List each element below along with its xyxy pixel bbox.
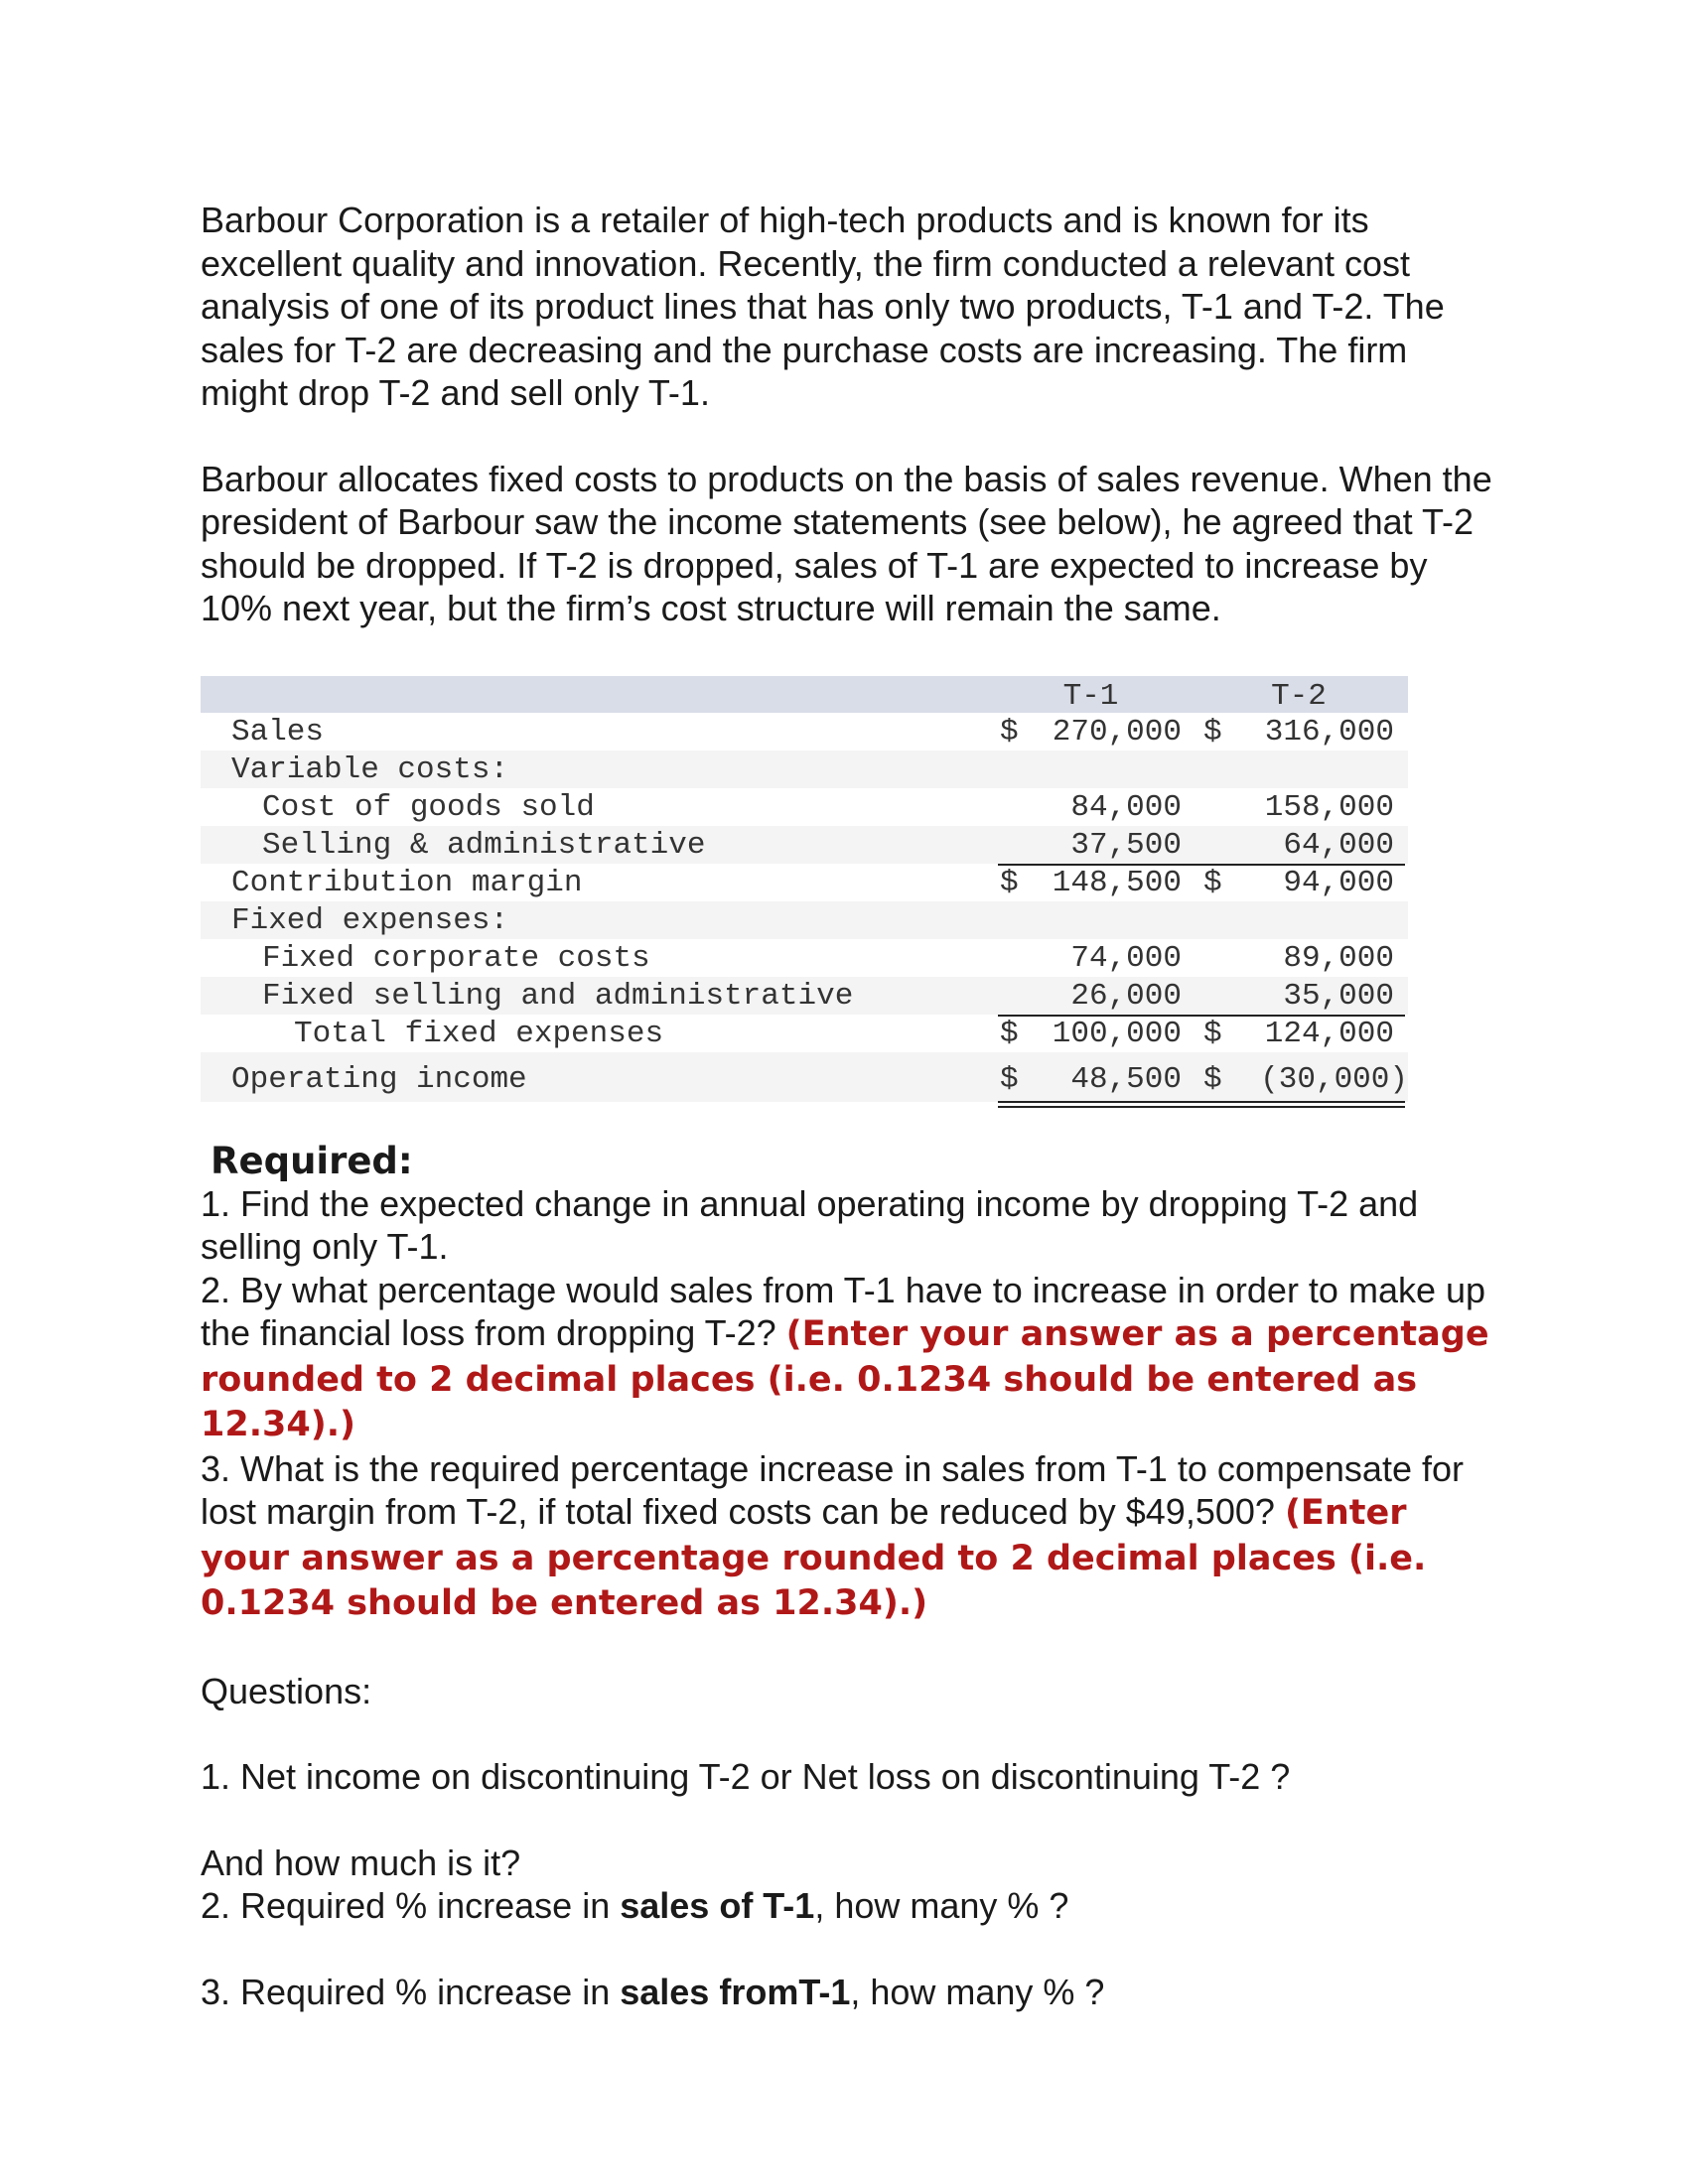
cell-t2: 64,000 [1283, 827, 1394, 863]
column-header-t2: T-2 [1271, 678, 1327, 714]
cell-t1: 74,000 [1070, 940, 1182, 976]
row-label: Sales [231, 714, 325, 750]
questions-section [201, 1670, 1501, 2014]
question-2 [201, 1884, 1501, 1928]
answer-format-note: (Enter your answer as a percentage rounded to 2 decimal places (i.e. 0.1234 should be entered as 12.34).) [201, 1493, 1427, 1623]
cell-t1: 100,000 [1052, 1016, 1182, 1051]
table-row-selling-admin [201, 826, 1408, 864]
row-label: Operating income [231, 1061, 527, 1097]
question-text: 3. What is the required percentage increase in sales from T-1 to compensate for lost margin from T-2, if total fixed costs can be reduced by $49,500? [201, 1447, 1464, 1532]
question-text: , how many % ? [814, 1885, 1069, 1926]
table-row-fixed-corporate [201, 939, 1408, 977]
required-heading: Required: [211, 1139, 413, 1182]
cell-t2: (30,000) [1260, 1061, 1408, 1097]
question-1-line-2: And how much is it? [201, 1842, 521, 1883]
cell-t1: 48,500 [1070, 1061, 1182, 1097]
dollar-sign: $ [1203, 865, 1222, 900]
dollar-sign: $ [1000, 1016, 1019, 1051]
answer-format-note: (Enter your answer as a percentage rounded to 2 decimal places (i.e. 0.1234 should be entered as 12.34).) [201, 1314, 1489, 1444]
cell-t1: 270,000 [1052, 714, 1182, 750]
questions-block-1 [201, 1670, 1501, 1885]
intro-paragraph-2: Barbour allocates fixed costs to products on the basis of sales revenue. When the president of Barbour saw the income statements (see below), he agreed that T-2 should be dropped. If T-2 is dropped, sales of T-1 are expected to increase by 10% next year, but the firm’s cost structure will remain the same. [201, 458, 1492, 628]
cell-t2: 316,000 [1264, 714, 1394, 750]
cell-t2: 89,000 [1283, 940, 1394, 976]
row-label: Fixed expenses: [231, 902, 509, 938]
table-row-contribution-margin [201, 864, 1408, 901]
question-emphasis: sales fromT-1 [620, 1971, 851, 2012]
column-header-t1: T-1 [1062, 678, 1119, 714]
row-label: Total fixed expenses [294, 1016, 664, 1051]
cell-t2: 158,000 [1264, 789, 1394, 825]
required-section [201, 1140, 1501, 1626]
table-row-fixed-selling-admin [201, 977, 1408, 1015]
table-row-sales [201, 713, 1408, 751]
table-row-fixed-expenses [201, 901, 1408, 939]
cell-t1: 26,000 [1070, 978, 1182, 1014]
dollar-sign: $ [1000, 1061, 1019, 1097]
row-label: Selling & administrative [262, 827, 706, 863]
row-label: Variable costs: [231, 751, 509, 787]
dollar-sign: $ [1203, 1016, 1222, 1051]
dollar-sign: $ [1203, 714, 1222, 750]
row-label: Contribution margin [231, 865, 583, 900]
question-3 [201, 1971, 1501, 2014]
row-label: Fixed selling and administrative [262, 978, 854, 1014]
table-header-row [201, 676, 1408, 713]
dollar-sign: $ [1000, 865, 1019, 900]
question-emphasis: sales of T-1 [620, 1885, 815, 1926]
question-text: , how many % ? [850, 1971, 1105, 2012]
cell-t1: 84,000 [1070, 789, 1182, 825]
table-row-total-fixed [201, 1015, 1408, 1052]
required-question-2 [201, 1269, 1501, 1447]
cell-t2: 124,000 [1264, 1016, 1394, 1051]
question-text: 3. Required % increase in [201, 1971, 621, 2012]
required-question-1: 1. Find the expected change in annual operating income by dropping T-2 and selling only T-1. [201, 1182, 1419, 1267]
double-underline-rule [998, 1101, 1405, 1108]
cell-t2: 35,000 [1283, 978, 1394, 1014]
row-label: Fixed corporate costs [262, 940, 650, 976]
questions-heading: Questions: [201, 1670, 372, 1711]
question-text: 2. Required % increase in [201, 1885, 621, 1926]
required-question-3 [201, 1447, 1501, 1626]
question-1-line-1: 1. Net income on discontinuing T-2 or Net loss on discontinuing T-2 ? [201, 1756, 1291, 1797]
row-label: Cost of goods sold [262, 789, 595, 825]
cell-t2: 94,000 [1283, 865, 1394, 900]
table-row-variable-costs [201, 751, 1408, 788]
cell-t1: 37,500 [1070, 827, 1182, 863]
dollar-sign: $ [1000, 714, 1019, 750]
intro-paragraph-1: Barbour Corporation is a retailer of high-tech products and is known for its excellent quality and innovation. Recently, the firm conducted a relevant cost analysis of one of its product lines that has only two products, T-1 and T-2. The sales for T-2 are decreasing and the purchase costs are increasing. The firm might drop T-2 and sell only T-1. [201, 200, 1445, 413]
question-text: 2. By what percentage would sales from T-1 have to increase in order to make up the financial loss from dropping T-2? [201, 1269, 1486, 1353]
cell-t1: 148,500 [1052, 865, 1182, 900]
document-page [201, 199, 1501, 2013]
table-row-cogs [201, 788, 1408, 826]
table-row-operating-income [201, 1052, 1408, 1102]
dollar-sign: $ [1203, 1061, 1222, 1097]
income-statement-table [201, 676, 1408, 1102]
